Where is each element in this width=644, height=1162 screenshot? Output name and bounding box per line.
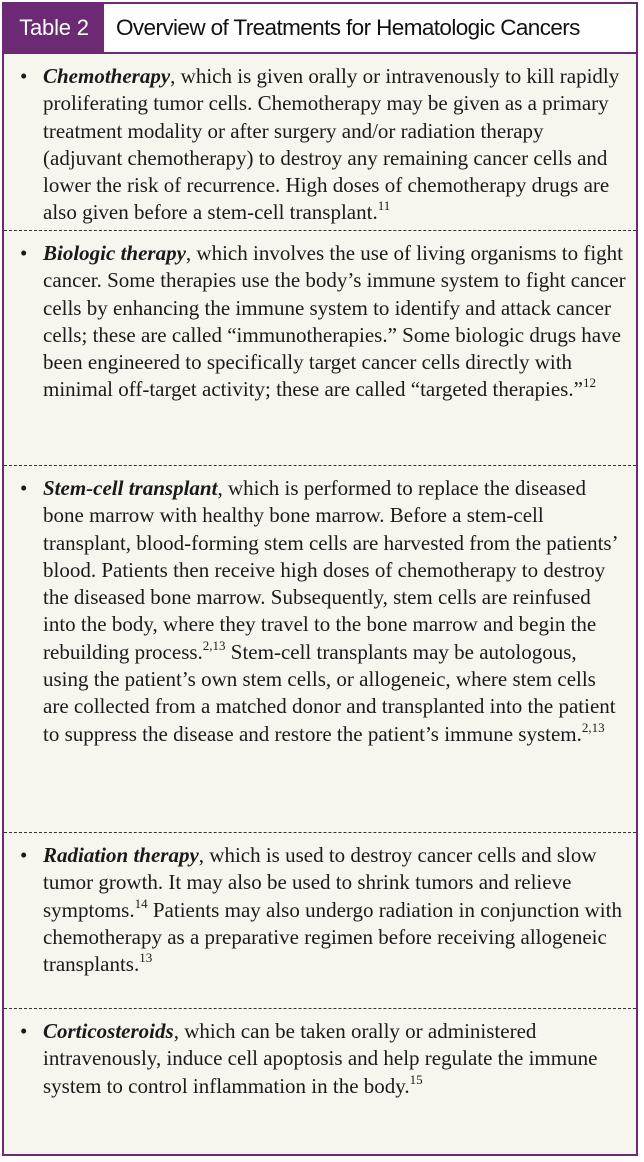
reference-superscript: 14 (134, 895, 148, 911)
treatment-list (4, 54, 636, 1154)
treatment-term: Radiation therapy (43, 843, 199, 867)
reference-superscript: 15 (409, 1071, 423, 1087)
treatment-description: , which is used to destroy cancer cells and slow tumor growth. It may also be used to shrink tumors and relieve symptoms. (43, 843, 597, 922)
treatment-term: Chemotherapy (43, 64, 171, 88)
reference-superscript: 11 (377, 198, 391, 214)
treatment-item-radiation-therapy (4, 833, 636, 1009)
treatment-term: Corticosteroids (43, 1019, 174, 1043)
treatment-item-stem-cell-transplant (4, 466, 636, 833)
treatment-description-continued: Patients may also undergo radiation in conjunction with chemotherapy as a preparative regimen before receiving allogeneic transplants. (43, 897, 622, 977)
treatment-description: , which involves the use of living organisms to fight cancer. Some therapies use the body’s immune system to fight cancer cells by enhancing the immune system to identify and attack cancer cells; these are called “immunotherapies.” Some biologic drugs have been engineered to specifically target cancer cells directly with minimal off-target activity; these are called “targeted therapies.” (43, 241, 626, 402)
treatment-item-corticosteroids (4, 1009, 636, 1154)
reference-superscript: 13 (139, 950, 153, 966)
reference-superscript: 2,13 (581, 719, 605, 735)
reference-superscript: 12 (582, 375, 596, 391)
bullet-icon: • (20, 1019, 28, 1043)
bullet-icon: • (20, 476, 28, 500)
treatment-term: Biologic therapy (43, 241, 186, 265)
table-header (4, 4, 636, 54)
bullet-icon: • (20, 843, 28, 867)
bullet-icon: • (20, 64, 28, 88)
treatment-term: Stem-cell transplant (43, 476, 218, 500)
treatment-description: , which is performed to replace the diseased bone marrow with healthy bone marrow. Before a stem-cell transplant, blood-forming stem cells are harvested from the patients’ blood. Patients then receive high doses of chemotherapy to destroy the diseased bone marrow. Subsequently, stem cells are reinfused into the body, where they travel to the bone marrow and begin the rebuilding process. (43, 476, 618, 664)
table-title: Overview of Treatments for Hematologic Cancers (116, 15, 580, 40)
bullet-icon: • (20, 241, 28, 265)
treatment-description: , which is given orally or intravenously to kill rapidly proliferating tumor cells. Chemotherapy may be given as a primary treatment modality or after surgery and/or radiation therapy (adjuvant chemotherapy) to destroy any remaining cancer cells and lower the risk of recurrence. High doses of chemotherapy drugs are also given before a stem-cell transplant. (43, 64, 620, 225)
treatment-item-biologic-therapy (4, 231, 636, 466)
treatment-description: , which can be taken orally or administered intravenously, induce cell apoptosis and help regulate the immune system to control inflammation in the body. (43, 1019, 598, 1098)
treatment-description-continued: Stem-cell transplants may be autologous, using the patient’s own stem cells, or allogeneic, where stem cells are collected from a matched donor and transplanted into the patient to suppress the disease and restore the patient’s immune system. (43, 639, 616, 746)
treatment-item-chemotherapy (4, 54, 636, 231)
reference-superscript: 2,13 (202, 637, 226, 653)
table-label: Table 2 (4, 4, 104, 52)
treatments-table (2, 2, 638, 1156)
